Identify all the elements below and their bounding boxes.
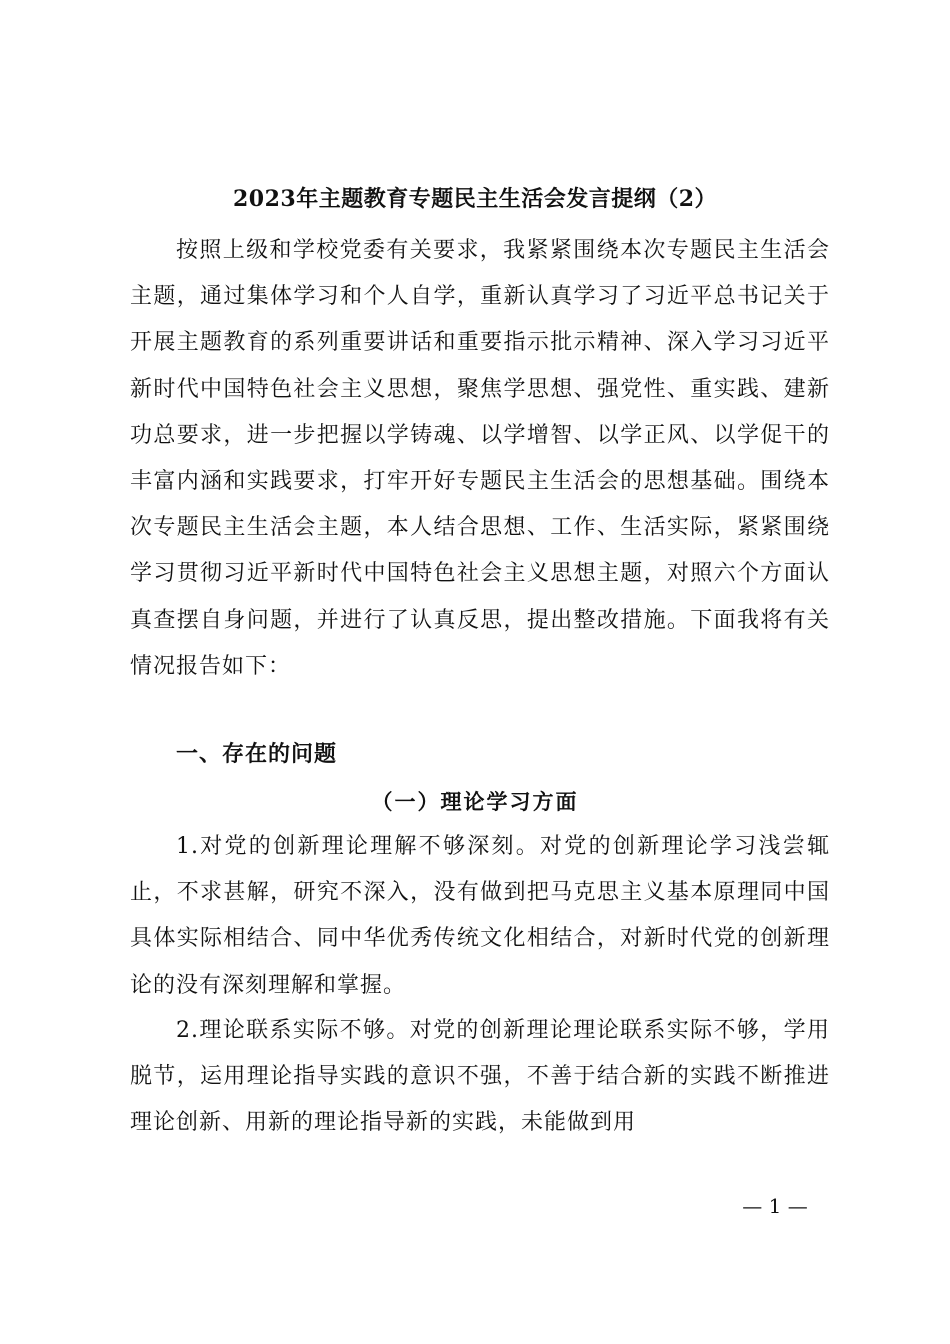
section-heading: 一、存在的问题 — [176, 742, 338, 767]
item-paragraph-2: 2.理论联系实际不够。对党的创新理论理论联系实际不够，学用脱节，运用理论指导实践的意识不强，不善于结合新的实践不断推进理论创新、用新的理论指导新的实践，未能做到用 — [130, 1018, 830, 1136]
document-title: 2023年主题教育专题民主生活会发言提纲（2） — [232, 186, 718, 212]
subsection-heading: （一）理论学习方面 — [371, 789, 579, 814]
item-paragraph-1: 1.对党的创新理论理解不够深刻。对党的创新理论学习浅尝辄止，不求甚解，研究不深入，没有做到把马克思主义基本原理同中国具体实际相结合、同中华优秀传统文化相结合，对新时代党的创新理论的没有深刻理解和掌握。 — [130, 834, 830, 998]
page-number: — 1 — — [742, 1194, 808, 1218]
intro-paragraph: 按照上级和学校党委有关要求，我紧紧围绕本次专题民主生活会主题，通过集体学习和个人自学，重新认真学习了习近平总书记关于开展主题教育的系列重要讲话和重要指示批示精神、深入学习习近平新时代中国特色社会主义思想，聚焦学思想、强党性、重实践、建新功总要求，进一步把握以学铸魂、以学增智、以学正风、以学促干的丰富内涵和实践要求，打牢开好专题民主生活会的思想基础。围绕本次专题民主生活会主题，本人结合思想、工作、生活实际，紧紧围绕学习贯彻习近平新时代中国特色社会主义思想主题，对照六个方面认真查摆自身问题，并进行了认真反思，提出整改措施。下面我将有关情况报告如下： — [130, 238, 830, 679]
